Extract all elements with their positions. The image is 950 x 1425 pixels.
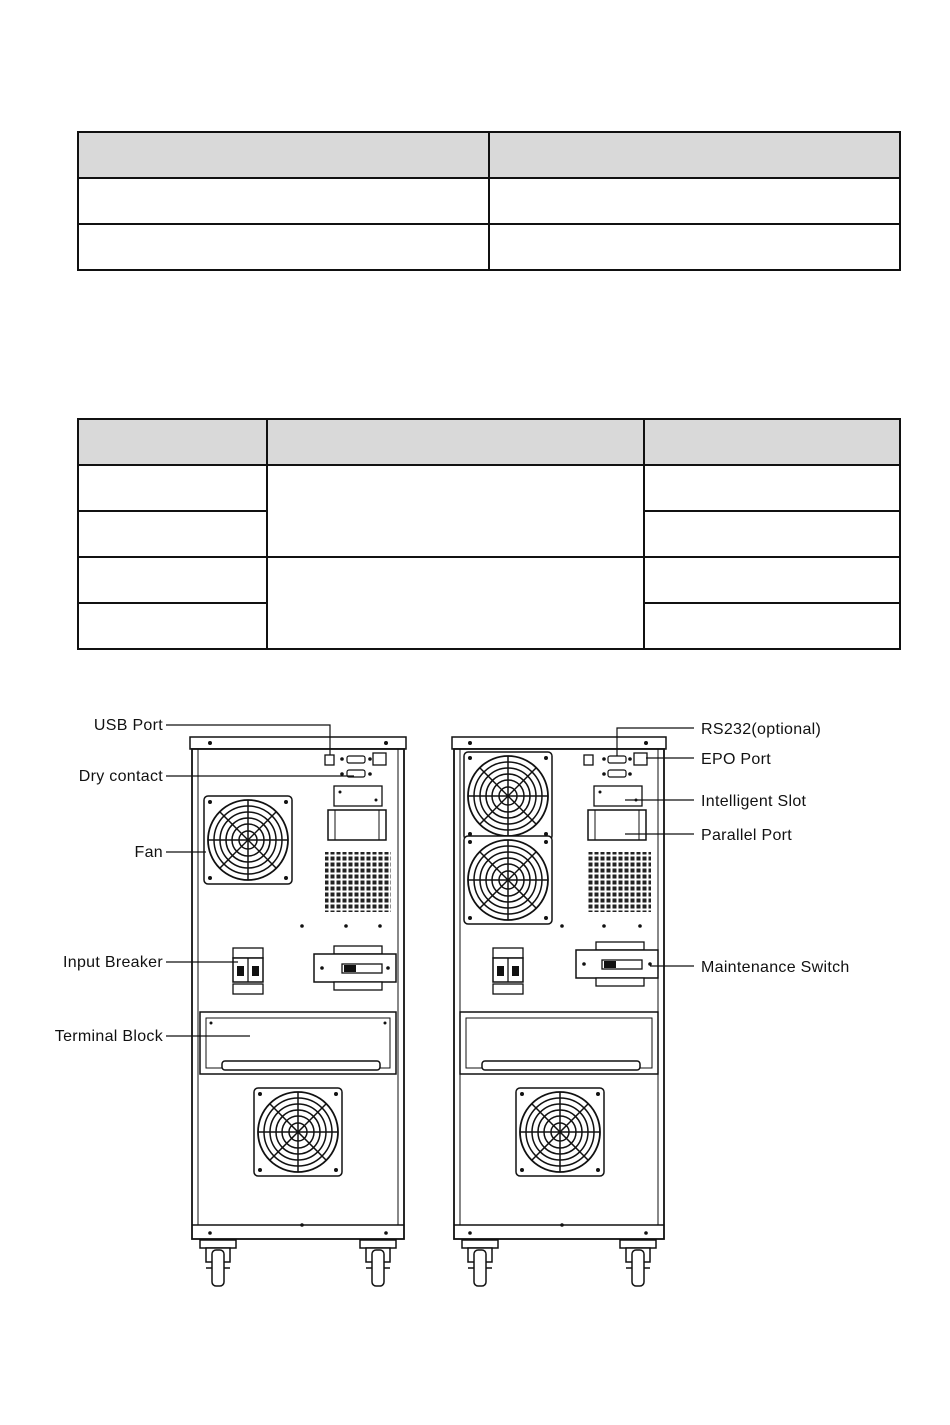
usb-port-label: USB Port [93, 717, 163, 734]
spec-table-2 [77, 418, 901, 650]
table-cell [489, 132, 900, 178]
input-breaker-icon [233, 948, 263, 994]
rs232-port-icon [608, 756, 626, 763]
table-cell [78, 178, 489, 224]
terminal-block-label: Terminal Block [54, 1028, 163, 1045]
terminal-block-icon [200, 1012, 396, 1074]
parallel-port-icon [588, 810, 646, 840]
table-cell-merged [267, 557, 644, 649]
epo-port-icon [634, 753, 647, 765]
intelligent-slot-label: Intelligent Slot [701, 793, 807, 810]
table-cell [644, 465, 900, 511]
left-cabinet [190, 737, 406, 1286]
table-cell [644, 419, 900, 465]
ups-rear-panel-diagram [0, 700, 950, 1300]
maintenance-switch-label: Maintenance Switch [701, 959, 850, 976]
table-cell [267, 419, 644, 465]
epo-port-label: EPO Port [701, 751, 771, 768]
table-cell [78, 557, 267, 603]
table-cell [78, 224, 489, 270]
table-row [78, 557, 900, 603]
table-row [78, 178, 900, 224]
table-cell [78, 465, 267, 511]
spec-table-1 [77, 131, 901, 271]
table-cell [78, 603, 267, 649]
table-cell [78, 419, 267, 465]
table-row [78, 224, 900, 270]
fan-label: Fan [134, 844, 163, 861]
input-breaker-label: Input Breaker [63, 954, 163, 971]
table-header-row [78, 132, 900, 178]
usb-port-icon [325, 755, 334, 765]
rs232-label: RS232(optional) [701, 721, 822, 738]
table-cell [78, 132, 489, 178]
table-cell [489, 224, 900, 270]
table-cell [489, 178, 900, 224]
table-cell [644, 511, 900, 557]
table-cell-merged [267, 465, 644, 557]
table-cell [644, 603, 900, 649]
table-header-row [78, 419, 900, 465]
table-cell [78, 511, 267, 557]
dry-contact-label: Dry contact [78, 768, 163, 785]
intelligent-slot-icon [594, 786, 642, 806]
table-row [78, 465, 900, 511]
table-cell [644, 557, 900, 603]
right-cabinet [452, 737, 666, 1286]
parallel-port-label: Parallel Port [701, 827, 793, 844]
fan-icon [204, 796, 292, 884]
